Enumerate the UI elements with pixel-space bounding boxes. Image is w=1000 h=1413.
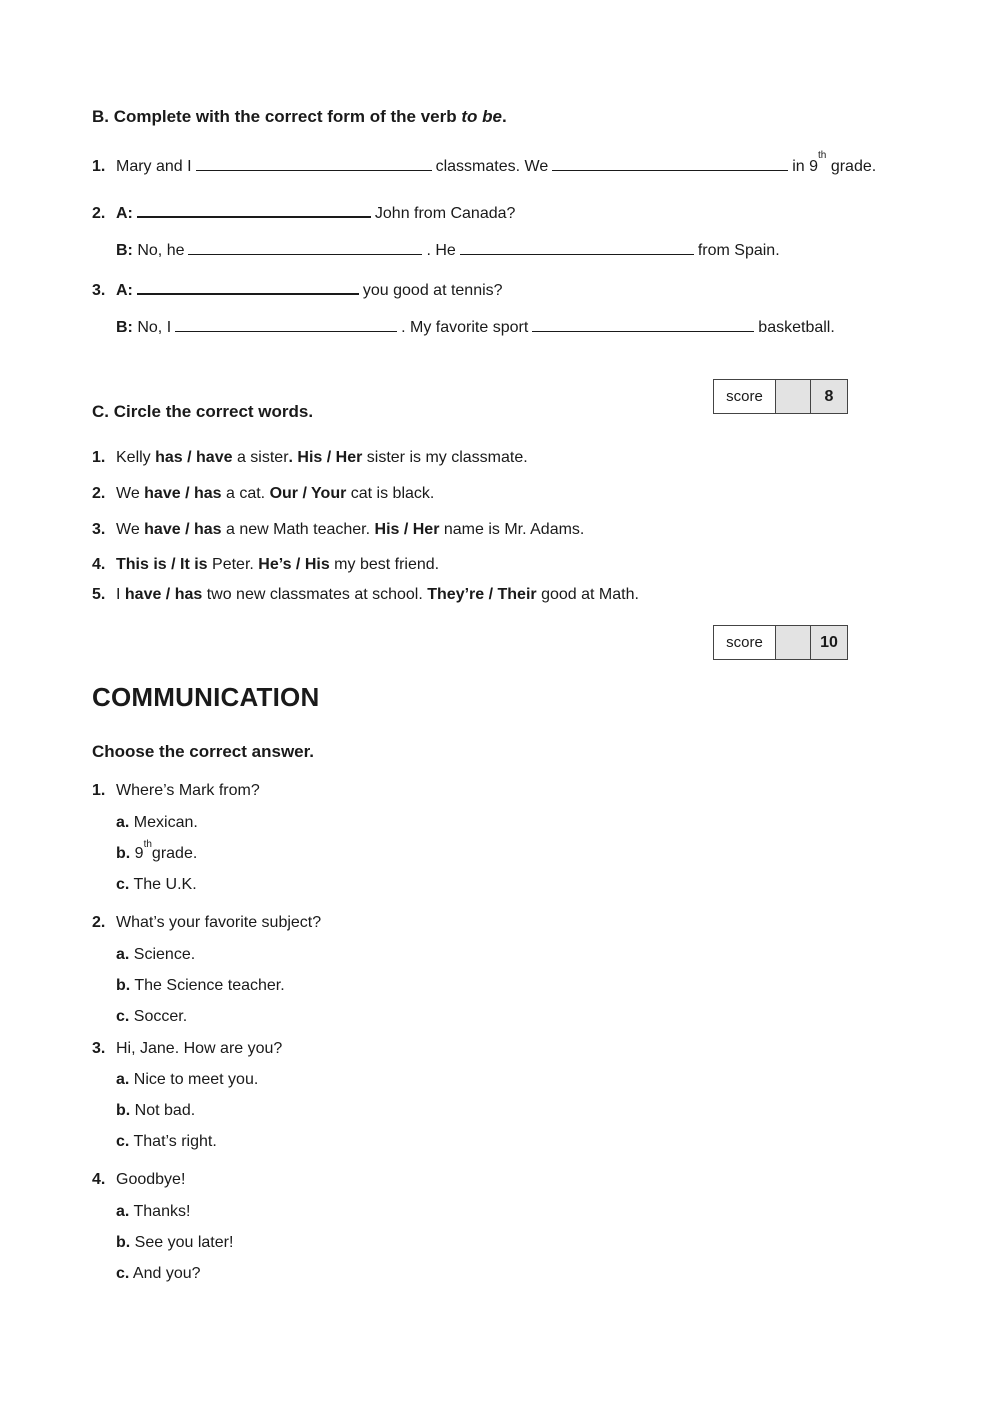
answer-blank[interactable] — [137, 279, 359, 295]
answer-option[interactable]: b. Not bad. — [116, 1102, 196, 1119]
b-question-2a: 2. A: John from Canada? — [92, 202, 515, 223]
c-item[interactable]: 2. We have / has a cat. Our / Your cat is black. — [92, 485, 435, 502]
score-box — [713, 625, 848, 660]
answer-option[interactable]: a. Nice to meet you. — [116, 1071, 259, 1088]
answer-option[interactable]: c. Soccer. — [116, 1008, 188, 1025]
answer-blank[interactable] — [137, 202, 371, 218]
answer-option[interactable]: b. 9thgrade. — [116, 839, 198, 862]
score-box — [713, 379, 848, 414]
answer-option[interactable]: c. The U.K. — [116, 876, 197, 893]
b-question-3a: 3. A: you good at tennis? — [92, 279, 503, 300]
comm-question: 3. Hi, Jane. How are you? — [92, 1040, 283, 1057]
b-question-3b: B: No, I . My favorite sport basketball. — [116, 319, 835, 336]
answer-option[interactable]: a. Mexican. — [116, 814, 198, 831]
answer-option[interactable]: c. And you? — [116, 1265, 201, 1282]
score-total: 8 — [811, 380, 847, 413]
comm-question: 2. What’s your favorite subject? — [92, 914, 322, 931]
answer-option[interactable]: b. The Science teacher. — [116, 977, 285, 994]
answer-blank[interactable] — [188, 240, 422, 255]
c-item[interactable]: 4. This is / It is Peter. He’s / His my best friend. — [92, 556, 440, 573]
comm-question: 4. Goodbye! — [92, 1171, 186, 1188]
c-item[interactable]: 3. We have / has a new Math teacher. His / Her name is Mr. Adams. — [92, 521, 585, 538]
answer-blank[interactable] — [552, 156, 788, 171]
answer-option[interactable]: c. That’s right. — [116, 1133, 217, 1150]
section-b-title: B. Complete with the correct form of the verb to be. — [92, 107, 507, 126]
communication-instruction: Choose the correct answer. — [92, 742, 315, 761]
score-input[interactable] — [776, 380, 811, 413]
c-item[interactable]: 5. I have / has two new classmates at school. They’re / Their good at Math. — [92, 586, 639, 603]
answer-blank[interactable] — [196, 156, 432, 171]
section-c-title: C. Circle the correct words. — [92, 402, 314, 421]
b-question-1: 1. Mary and I classmates. We in 9th grade. — [92, 150, 877, 175]
score-label: score — [714, 626, 776, 659]
comm-question: 1. Where’s Mark from? — [92, 782, 260, 799]
answer-option[interactable]: a. Science. — [116, 946, 196, 963]
score-input[interactable] — [776, 626, 811, 659]
c-item[interactable]: 1. Kelly has / have a sister. His / Her sister is my classmate. — [92, 449, 528, 466]
score-total: 10 — [811, 626, 847, 659]
score-label: score — [714, 380, 776, 413]
answer-blank[interactable] — [532, 317, 754, 332]
answer-option[interactable]: b. See you later! — [116, 1234, 234, 1251]
answer-blank[interactable] — [460, 240, 694, 255]
b-question-2b: B: No, he . He from Spain. — [116, 242, 780, 259]
communication-title: COMMUNICATION — [92, 682, 320, 712]
answer-blank[interactable] — [175, 317, 397, 332]
answer-option[interactable]: a. Thanks! — [116, 1203, 191, 1220]
